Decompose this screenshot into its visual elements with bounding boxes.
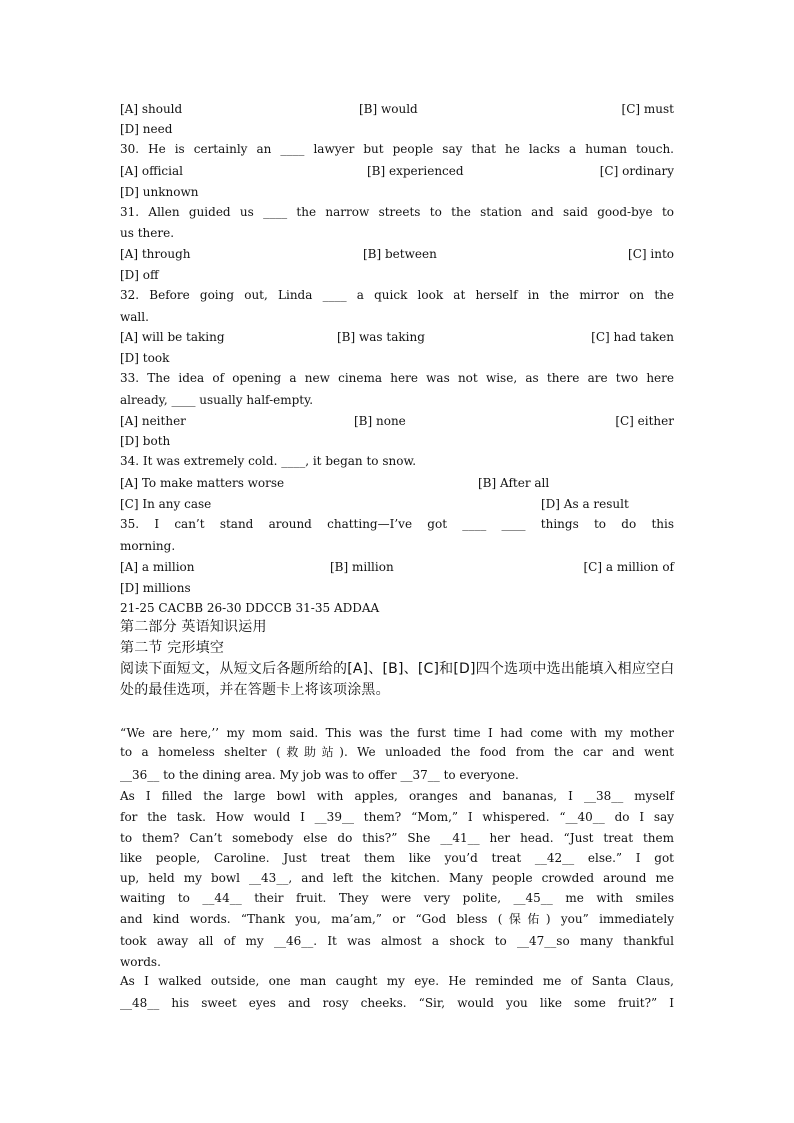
- passage-line: words.: [120, 955, 161, 969]
- q35-options-row: [120, 557, 674, 577]
- q32-stem: 32. Before going out, Linda ____ a quick look at herself in the mirror on the: [120, 288, 674, 302]
- q33-stem-cont: already, ____ usually half-empty.: [120, 393, 314, 407]
- answer-key: 21-25 CACBB 26-30 DDCCB 31-35 ADDAA: [120, 601, 380, 615]
- q34-option-d: [D] As a result: [541, 497, 629, 511]
- q30-option-d: [D] unknown: [120, 185, 199, 199]
- q34-options-row-1: [120, 473, 674, 493]
- q34-option-c: [C] In any case: [120, 497, 212, 511]
- instructions-line-2: 处的最佳选项，并在答题卡上将该项涂黑。: [120, 682, 390, 698]
- passage-line: to them? Can’t somebody else do this?” She __41__ her head. “Just treat them: [120, 831, 674, 845]
- passage-line: up, held my bowl __43__, and left the kitchen. Many people crowded around me: [120, 871, 674, 885]
- passage-line: waiting to __44__ their fruit. They were very polite, __45__ me with smiles: [120, 891, 674, 905]
- part-heading: 第二部分 英语知识运用: [120, 619, 267, 635]
- q32-option-d: [D] took: [120, 351, 170, 365]
- q31-stem: 31. Allen guided us ____ the narrow streets to the station and said good-bye to: [120, 205, 674, 219]
- passage-line: for the task. How would I __39__ them? “Mom,” I whispered. “__40__ do I say: [120, 810, 674, 824]
- q34-option-a: [A] To make matters worse: [120, 476, 285, 490]
- q29-option-a: [A] should: [120, 102, 183, 116]
- q33-stem: 33. The idea of opening a new cinema here was not wise, as there are two here: [120, 371, 674, 385]
- q32-option-c: [C] had taken: [591, 330, 674, 344]
- passage-line: __36__ to the dining area. My job was to offer __37__ to everyone.: [120, 768, 519, 782]
- q29-options-row: [120, 99, 674, 119]
- q35-stem: 35. I can’t stand around chatting—I’ve got ____ ____ things to do this: [120, 517, 674, 531]
- q31-option-c: [C] into: [628, 247, 674, 261]
- q33-option-a: [A] neither: [120, 414, 186, 428]
- passage-line: “We are here,’’ my mom said. This was the furst time I had come with my mother: [120, 726, 674, 740]
- q34-option-b: [B] After all: [478, 476, 550, 490]
- passage-line: to a homeless shelter (救助站). We unloaded the food from the car and went: [120, 745, 674, 759]
- q31-stem-cont: us there.: [120, 226, 175, 240]
- passage-line: __48__ his sweet eyes and rosy cheeks. “Sir, would you like some fruit?” I: [120, 996, 674, 1010]
- passage-line: like people, Caroline. Just treat them like you’d treat __42__ else.” I got: [120, 851, 674, 865]
- q35-option-a: [A] a million: [120, 560, 195, 574]
- q31-option-d: [D] off: [120, 268, 159, 282]
- q35-option-c: [C] a million of: [583, 560, 674, 574]
- q29-option-b: [B] would: [359, 102, 418, 116]
- q32-option-b: [B] was taking: [337, 330, 425, 344]
- q35-option-d: [D] millions: [120, 581, 191, 595]
- passage-line: and kind words. “Thank you, ma’am,” or “God bless (保佑) you” immediately: [120, 912, 674, 926]
- q33-options-row: [120, 411, 674, 431]
- q33-option-c: [C] either: [615, 414, 674, 428]
- q31-option-a: [A] through: [120, 247, 191, 261]
- q31-option-b: [B] between: [363, 247, 437, 261]
- q35-option-b: [B] million: [330, 560, 394, 574]
- q30-options-row: [120, 161, 674, 181]
- q30-option-a: [A] official: [120, 164, 183, 178]
- passage-line: took away all of my __46__. It was almost a shock to __47__so many thankful: [120, 934, 674, 948]
- passage-line: As I walked outside, one man caught my eye. He reminded me of Santa Claus,: [120, 974, 674, 988]
- instructions-line-1: 阅读下面短文，从短文后各题所给的[A]、[B]、[C]和[D]四个选项中选出能填入相应空白: [120, 661, 675, 677]
- subsection-heading: 第二节 完形填空: [120, 640, 225, 656]
- q34-options-row-2: [120, 494, 674, 514]
- q31-options-row: [120, 244, 674, 264]
- q29-option-c: [C] must: [621, 102, 674, 116]
- q35-stem-cont: morning.: [120, 539, 176, 553]
- q30-option-b: [B] experienced: [367, 164, 464, 178]
- q32-stem-cont: wall.: [120, 310, 149, 324]
- q30-stem: 30. He is certainly an ____ lawyer but people say that he lacks a human touch.: [120, 142, 674, 156]
- q32-options-row: [120, 327, 674, 347]
- passage-line: As I filled the large bowl with apples, oranges and bananas, I __38__ myself: [120, 789, 674, 803]
- q34-stem: 34. It was extremely cold. ____, it began to snow.: [120, 454, 417, 468]
- q33-option-b: [B] none: [354, 414, 406, 428]
- q29-option-d: [D] need: [120, 122, 173, 136]
- q30-option-c: [C] ordinary: [599, 164, 674, 178]
- q32-option-a: [A] will be taking: [120, 330, 225, 344]
- q33-option-d: [D] both: [120, 434, 171, 448]
